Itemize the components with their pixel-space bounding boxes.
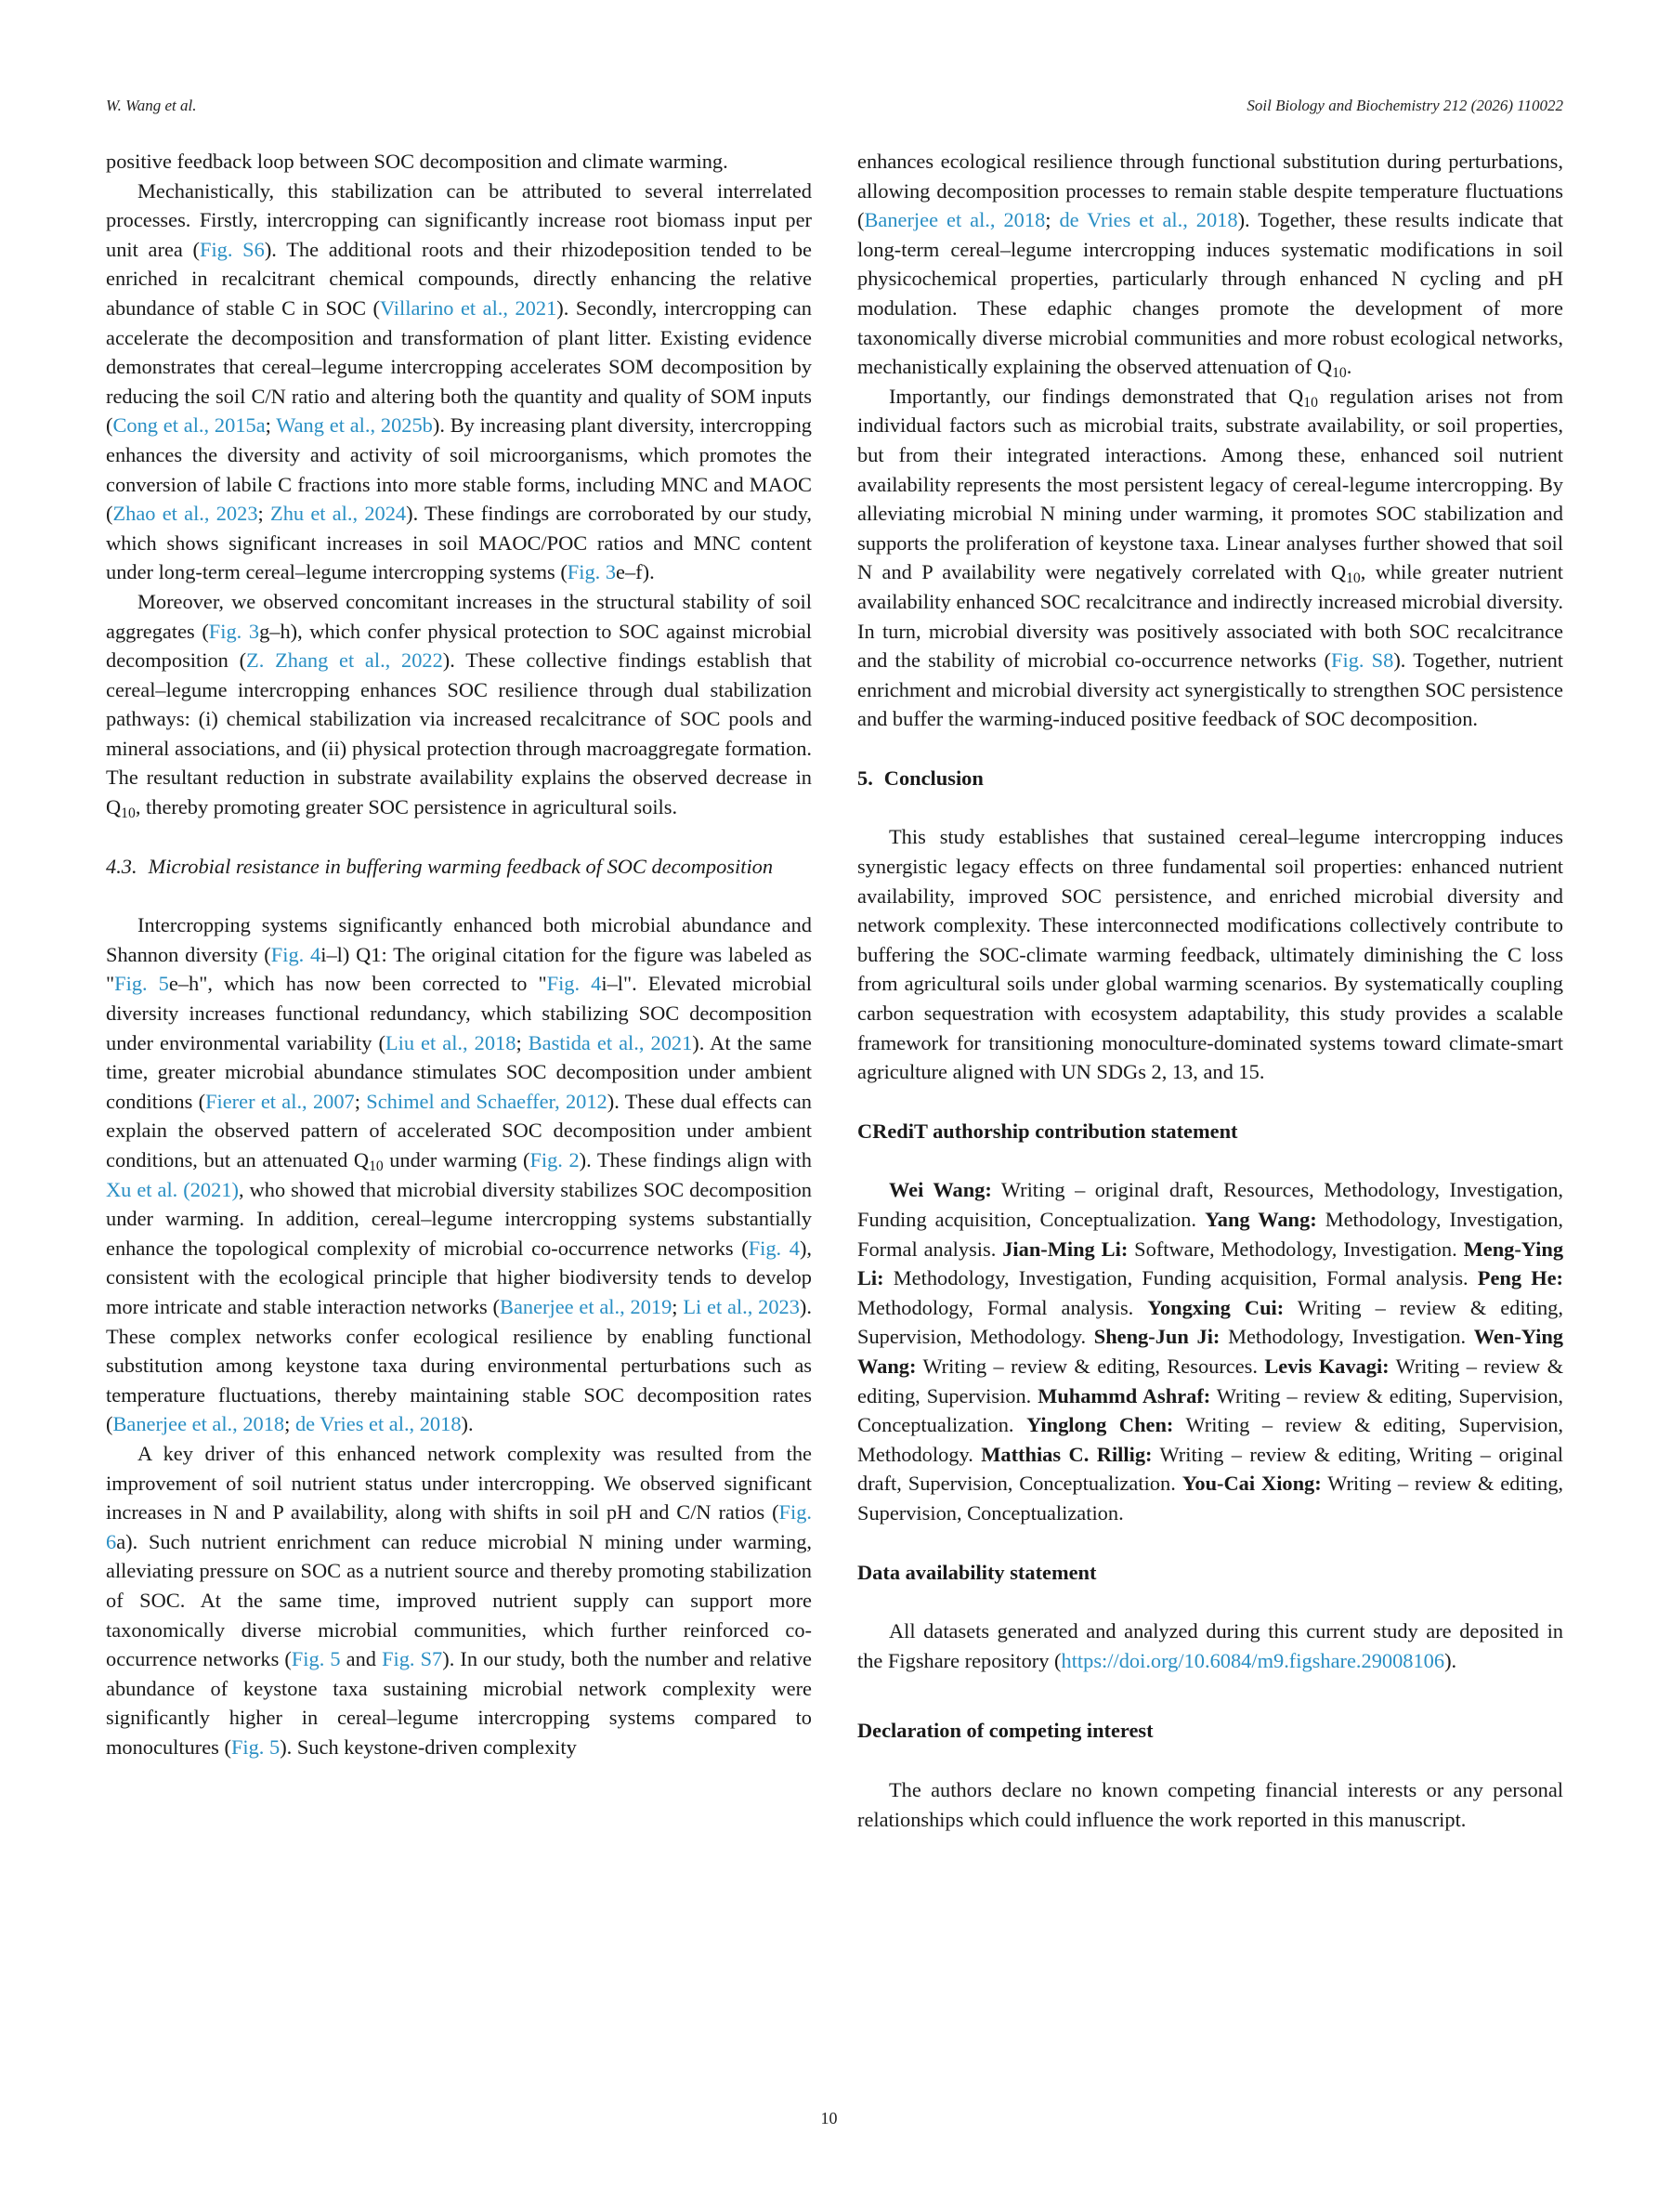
right-column <box>857 147 1563 1834</box>
author-roles: Writing – review & editing, Supervision, Methodology. <box>857 1295 1563 1349</box>
author-roles: Writing – review & editing, Resources. <box>916 1354 1265 1378</box>
author-name: Muhammd Ashraf: <box>1038 1383 1211 1407</box>
citation-link[interactable]: Wang et al., 2025b <box>276 413 433 438</box>
text: ). These findings are corroborated by our study, which shows significant increases in soil MAOC/POC ratios and MNC content under long-term cereal–legume intercropping systems ( <box>106 502 813 584</box>
text: . <box>1346 355 1352 379</box>
paragraph <box>857 1616 1563 1675</box>
author-roles: Writing – review & editing, Supervision, Conceptualization. <box>857 1472 1563 1525</box>
subscript: 10 <box>1303 394 1318 411</box>
subscript: 10 <box>121 805 136 821</box>
section-title: Conclusion <box>883 766 984 790</box>
text: , while greater nutrient availability enhanced SOC recalcitrance and indirectly increased microbial diversity. In turn, microbial diversity was positively associated with both SOC recalcitrance and the stability of microbial co-occurrence networks ( <box>857 560 1563 673</box>
text: , thereby promoting greater SOC persistence in agricultural soils. <box>135 795 678 819</box>
text: Intercropping systems significantly enhanced both microbial abundance and Shannon diversity ( <box>106 913 812 966</box>
citation-link[interactable]: Xu et al. (2021) <box>106 1177 239 1201</box>
paragraph <box>106 910 812 1439</box>
section-heading-4-3 <box>106 852 812 882</box>
text: ). Together, nutrient enrichment and microbial diversity act synergistically to strengthen SOC persistence and buffer the warming-induced positive feedback of SOC decomposition. <box>857 648 1563 731</box>
citation-link[interactable]: Z. Zhang et al., 2022 <box>246 648 443 673</box>
text: i–l". Elevated microbial diversity increases functional redundancy, which stabilizing SOC decomposition under environmental variability ( <box>106 972 812 1054</box>
author-roles: Methodology, Investigation, Funding acquisition, Formal analysis. <box>883 1266 1478 1290</box>
author-roles: Writing – review & editing, Supervision, Methodology. <box>857 1413 1563 1466</box>
section-title: Microbial resistance in buffering warming feedback of SOC decomposition <box>148 854 774 878</box>
figure-link[interactable]: Fig. 4 <box>748 1236 800 1260</box>
author-name: Wei Wang: <box>889 1178 992 1202</box>
section-number: 4.3. <box>106 854 137 878</box>
text: enhances ecological resilience through functional substitution during perturbations, allowing decomposition processes to remain stable despite temperature fluctuations ( <box>857 150 1563 232</box>
paragraph <box>857 382 1563 734</box>
citation-link[interactable]: Banerjee et al., 2018 <box>112 1412 285 1436</box>
text: ). By increasing plant diversity, intercropping enhances the diversity and activity of soil microorganisms, which promotes the conversion of labile C fractions into more stable forms, including MNC and MAOC ( <box>106 413 813 526</box>
text: g–h), which confer physical protection to SOC against microbial decomposition ( <box>106 619 812 673</box>
citation-link[interactable]: de Vries et al., 2018 <box>1059 208 1238 232</box>
author-roles: Software, Methodology, Investigation. <box>1128 1237 1464 1261</box>
citation-link[interactable]: Banerjee et al., 2019 <box>500 1294 672 1318</box>
citation-link[interactable]: Villarino et al., 2021 <box>379 295 557 320</box>
subscript: 10 <box>369 1158 384 1174</box>
author-name: Yongxing Cui: <box>1147 1295 1285 1319</box>
citation-link[interactable]: Banerjee et al., 2018 <box>864 208 1046 232</box>
text: under warming ( <box>383 1148 530 1171</box>
figure-link[interactable]: Fig. 4 <box>546 972 602 996</box>
running-head-journal: Soil Biology and Biochemistry 212 (2026) 110022 <box>1247 97 1563 114</box>
text: ). These dual effects can explain the observed pattern of accelerated SOC decomposition under ambient conditions, but an attenuated Q <box>106 1089 812 1171</box>
text: ). These collective findings establish that cereal–legume intercropping enhances SOC resilience through dual stabilization pathways: (i) chemical stabilization via increased recalcitrance of SOC pools and mineral associations, and (ii) physical protection through macroaggregate formation. The resultant reduction in substrate availability explains the observed decrease in Q <box>106 648 812 819</box>
text: ; <box>257 502 271 526</box>
figure-link[interactable]: Fig. 3 <box>208 619 260 643</box>
text: ; <box>354 1089 367 1113</box>
figure-link[interactable]: Fig. 6 <box>106 1500 812 1553</box>
text: ). Secondly, intercropping can accelerate the decomposition and transformation of plant litter. Existing evidence demonstrates that cereal–legume intercropping accelerates SOM decomposition by reducing the soil C/N ratio and altering both the quantity and quality of SOM inputs ( <box>106 295 813 438</box>
author-roles: Writing – review & editing, Supervision. <box>857 1354 1564 1407</box>
text: ). These findings align with <box>579 1148 812 1171</box>
section-heading-conclusion <box>857 764 1563 793</box>
figure-link[interactable]: Fig. S7 <box>382 1647 443 1671</box>
text: A key driver of this enhanced network complexity was resulted from the improvement of soil nutrient status under intercropping. We observed significant increases in N and P availability, along with shifts in soil pH and C/N ratios ( <box>106 1441 812 1525</box>
figure-link[interactable]: Fig. 3 <box>567 560 617 584</box>
paragraph: positive feedback loop between SOC decomposition and climate warming. <box>106 150 728 173</box>
text: ; <box>1045 208 1060 232</box>
text: All datasets generated and analyzed during this current study are deposited in the Figshare repository ( <box>857 1619 1563 1672</box>
author-name: Wen-Ying Wang: <box>857 1325 1563 1378</box>
text: Moreover, we observed concomitant increases in the structural stability of soil aggregates ( <box>106 589 812 643</box>
text: ). <box>1444 1648 1457 1672</box>
figure-link[interactable]: Fig. 5 <box>291 1647 341 1671</box>
text: a). Such nutrient enrichment can reduce microbial N mining under warming, alleviating pressure on SOC as a nutrient source and thereby promoting stabilization of SOC. At the same time, improved nutrient supply can support more taxonomically diverse microbial communities, which further reinforced co-occurrence networks ( <box>106 1529 812 1671</box>
text: Mechanistically, this stabilization can be attributed to several interrelated processes. Firstly, intercropping can significantly increase root biomass input per unit area ( <box>106 178 812 261</box>
text: ). These complex networks confer ecological resilience by enabling functional substitution among keystone taxa during environmental perturbations such as temperature fluctuations, thereby maintaining stable SOC decomposition rates ( <box>106 1294 812 1436</box>
text: ). Such keystone-driven complexity <box>280 1734 577 1759</box>
text: regulation arises not from individual factors such as microbial traits, substrate availability, or soil properties, but from their integrated interactions. Among these, enhanced soil nutrient availability represents the most persistent legacy of cereal-legume intercropping. By alleviating microbial N mining under warming, it promotes SOC stabilization and supports the proliferation of keystone taxa. Linear analyses further showed that soil N and P availability were negatively correlated with Q <box>857 384 1563 584</box>
paragraph <box>106 1439 812 1762</box>
section-heading-competing-interest: Declaration of competing interest <box>857 1719 1154 1743</box>
left-column <box>106 147 812 1761</box>
text: ; <box>672 1294 684 1318</box>
text: ), consistent with the ecological principle that higher biodiversity tends to develop more intricate and stable interaction networks ( <box>106 1236 813 1318</box>
credit-statement <box>857 1175 1563 1527</box>
figure-link[interactable]: Fig. 5 <box>114 972 169 996</box>
citation-link[interactable]: Zhu et al., 2024 <box>270 502 407 526</box>
citation-link[interactable]: de Vries et al., 2018 <box>294 1412 462 1436</box>
author-roles: Writing – review & editing, Supervision, Conceptualization. <box>857 1383 1563 1437</box>
section-number: 5. <box>857 766 873 790</box>
text: i–l) Q1: The original citation for the figure was labeled as " <box>106 942 812 996</box>
citation-link[interactable]: Liu et al., 2018 <box>385 1030 516 1054</box>
author-name: Matthias C. Rillig: <box>981 1442 1153 1466</box>
paragraph <box>106 177 812 587</box>
figure-link[interactable]: Fig. 5 <box>230 1734 281 1759</box>
page-number: 10 <box>820 2109 838 2127</box>
author-roles: Methodology, Formal analysis. <box>857 1295 1148 1319</box>
paragraph: This study establishes that sustained cereal–legume intercropping induces synergistic legacy effects on three fundamental soil properties: enhanced nutrient availability, improved SOC persistence, and enriched microbial diversity and network complexity. These interconnected modifications collectively contribute to buffering the SOC-climate warming feedback, ultimately diminishing the C loss from agricultural soils under global warming scenarios. By systematically coupling carbon sequestration with ecosystem adaptability, this study provides a scalable framework for transitioning monoculture-dominated systems toward climate-smart agriculture aligned with UN SDGs 2, 13, and 15. <box>857 825 1563 1084</box>
section-heading-credit: CRediT authorship contribution statement <box>857 1119 1238 1143</box>
text: ). At the same time, greater microbial abundance stimulates SOC decomposition under ambient conditions ( <box>106 1030 812 1113</box>
text: ; <box>265 413 277 438</box>
subscript: 10 <box>1346 570 1361 587</box>
text: e–f). <box>616 560 655 584</box>
author-roles: Writing – review & editing, Writing – original draft, Supervision, Conceptualization. <box>857 1442 1563 1496</box>
text: and <box>340 1647 383 1671</box>
author-name: Yang Wang: <box>1205 1208 1317 1231</box>
author-name: You-Cai Xiong: <box>1181 1472 1322 1496</box>
paragraph: The authors declare no known competing financial interests or any personal relationships which could influence the work reported in this manuscript. <box>857 1777 1563 1831</box>
text: , who showed that microbial diversity stabilizes SOC decomposition under warming. In addition, cereal–legume intercropping systems substantially enhance the topological complexity of microbial co-occurrence networks ( <box>106 1177 812 1260</box>
paragraph <box>106 587 812 822</box>
text: Importantly, our findings demonstrated that Q <box>889 384 1304 408</box>
author-roles: Methodology, Investigation. <box>1220 1325 1474 1349</box>
author-roles: Writing – original draft, Resources, Methodology, Investigation, Funding acquisition, Conceptualization. <box>857 1178 1563 1231</box>
section-heading-data-availability: Data availability statement <box>857 1560 1097 1584</box>
figure-link[interactable]: Fig. 2 <box>529 1148 580 1171</box>
figure-link[interactable]: Fig. 4 <box>270 942 321 966</box>
text: ). In our study, both the number and relative abundance of keystone taxa sustaining microbial network complexity were significantly higher in cereal–legume intercropping systems compared to monocultures ( <box>106 1647 812 1759</box>
text: ). Together, these results indicate that long-term cereal–legume intercropping induces systematic modifications in soil physicochemical properties, particularly through enhanced N cycling and pH modulation. These edaphic changes promote the development of more taxonomically diverse microbial communities and more robust ecological networks, mechanistically explaining the observed attenuation of Q <box>857 208 1563 379</box>
doi-link[interactable]: https://doi.org/10.6084/m9.figshare.29008106 <box>1061 1648 1445 1672</box>
text: ; <box>516 1030 529 1054</box>
citation-link[interactable]: Zhao et al., 2023 <box>112 502 258 526</box>
author-name: Peng He: <box>1477 1266 1564 1290</box>
citation-link[interactable]: Bastida et al., 2021 <box>528 1030 693 1054</box>
author-name: Meng-Ying Li: <box>857 1237 1564 1290</box>
subscript: 10 <box>1332 365 1347 382</box>
running-head-authors: W. Wang et al. <box>106 97 197 114</box>
paragraph <box>857 147 1563 382</box>
text: ). <box>461 1412 474 1436</box>
author-name: Levis Kavagi: <box>1264 1354 1390 1378</box>
text: ). The additional roots and their rhizodeposition tended to be enriched in recalcitrant chemical compounds, directly enhancing the relative abundance of stable C in SOC ( <box>106 237 812 320</box>
citation-link[interactable]: Schimel and Schaeffer, 2012 <box>366 1089 607 1113</box>
author-name: Yinglong Chen: <box>1026 1413 1174 1437</box>
author-roles: Methodology, Investigation, Formal analysis. <box>857 1208 1564 1261</box>
citation-link[interactable]: Fierer et al., 2007 <box>205 1089 355 1113</box>
figure-link[interactable]: Fig. S6 <box>200 237 265 261</box>
figure-link[interactable]: Fig. S8 <box>1331 648 1394 673</box>
author-name: Sheng-Jun Ji: <box>1093 1325 1221 1349</box>
citation-link[interactable]: Li et al., 2023 <box>683 1294 800 1318</box>
citation-link[interactable]: Cong et al., 2015a <box>112 413 266 438</box>
text: e–h", which has now been corrected to " <box>168 972 547 996</box>
text: ; <box>284 1412 295 1436</box>
author-name: Jian-Ming Li: <box>1002 1237 1129 1261</box>
